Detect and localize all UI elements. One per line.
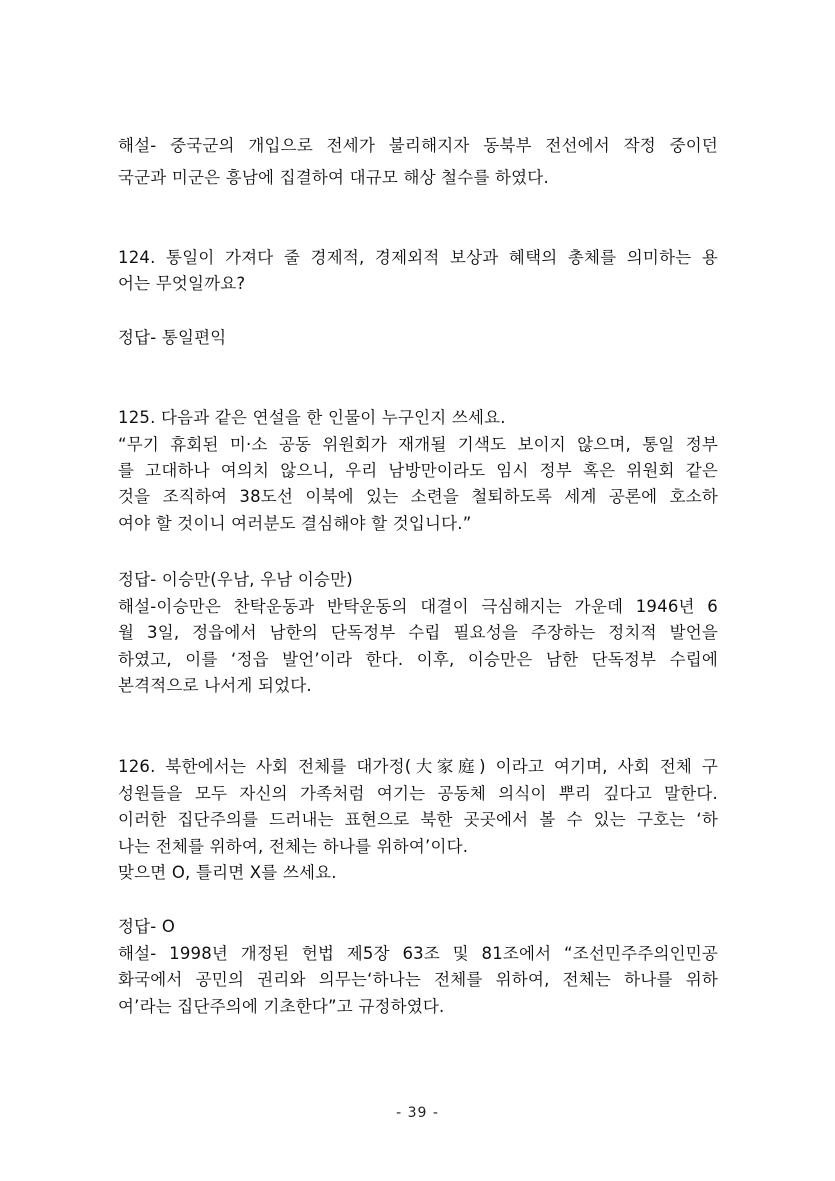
question-125-quote: 것을 조직하여 38도선 이북에 있는 소련을 철퇴하도록 세계 공론에 호소하 bbox=[118, 487, 718, 506]
question-126-explanation: 여’라는 집단주의에 기초한다”고 규정하였다. bbox=[118, 997, 445, 1016]
question-125-answer: 정답- 이승만(우남, 우남 이승만) bbox=[118, 570, 353, 589]
question-126-instruction: 맞으면 O, 틀리면 X를 쓰세요. bbox=[118, 863, 337, 882]
explanation-line: 해설- 중국군의 개입으로 전세가 불리해지자 동북부 전선에서 작정 중이던 bbox=[118, 136, 718, 155]
question-124-text: 어는 무엇일까요? bbox=[118, 274, 246, 293]
question-124-answer: 정답- 통일편익 bbox=[118, 328, 227, 347]
question-126-answer: 정답- O bbox=[118, 917, 176, 936]
question-124-text: 124. 통일이 가져다 줄 경제적, 경제외적 보상과 혜택의 총체를 의미하는 용 bbox=[118, 248, 718, 267]
question-125-explanation: 해설-이승만은 찬탁운동과 반탁운동의 대결이 극심해지는 가운데 1946년 6 bbox=[118, 597, 718, 616]
question-125-quote: “무기 휴회된 미·소 공동 위원회가 재개될 기색도 보이지 않으며, 통일 정부 bbox=[118, 435, 718, 454]
question-125-text: 125. 다음과 같은 연설을 한 인물이 누구인지 쓰세요. bbox=[118, 408, 506, 427]
question-126-text: 126. 북한에서는 사회 전체를 대가정(大家庭) 이라고 여기며, 사회 전체 구 bbox=[118, 757, 718, 776]
question-126-explanation: 화국에서 공민의 권리와 의무는‘하나는 전체를 위하여, 전체는 하나를 위하 bbox=[118, 970, 718, 989]
question-125-explanation: 하였고, 이를 ‘정읍 발언’이라 한다. 이후, 이승만은 남한 단독정부 수립에 bbox=[118, 650, 718, 669]
question-125-explanation: 본격적으로 나서게 되었다. bbox=[118, 676, 312, 695]
question-125-explanation: 월 3일, 정읍에서 남한의 단독정부 수립 필요성을 주장하는 정치적 발언을 bbox=[118, 623, 718, 642]
question-126-explanation: 해설- 1998년 개정된 헌법 제5장 63조 및 81조에서 “조선민주주의인민공 bbox=[118, 944, 718, 963]
question-126-text: 성원들을 모두 자신의 가족처럼 여기는 공동체 의식이 뿌리 깊다고 말한다. bbox=[118, 784, 718, 803]
question-125-quote: 여야 할 것이니 여러분도 결심해야 할 것입니다.” bbox=[118, 514, 472, 533]
question-125-quote: 를 고대하나 여의치 않으니, 우리 남방만이라도 임시 정부 혹은 위원회 같은 bbox=[118, 461, 718, 480]
page-number: - 39 - bbox=[396, 1105, 439, 1121]
question-126-text: 나는 전체를 위하여, 전체는 하나를 위하여’이다. bbox=[118, 837, 469, 856]
explanation-line: 국군과 미군은 흥남에 집결하여 대규모 해상 철수를 하였다. bbox=[118, 168, 549, 187]
question-126-text: 이러한 집단주의를 드러내는 표현으로 북한 곳곳에서 볼 수 있는 구호는 ‘하 bbox=[118, 810, 718, 829]
